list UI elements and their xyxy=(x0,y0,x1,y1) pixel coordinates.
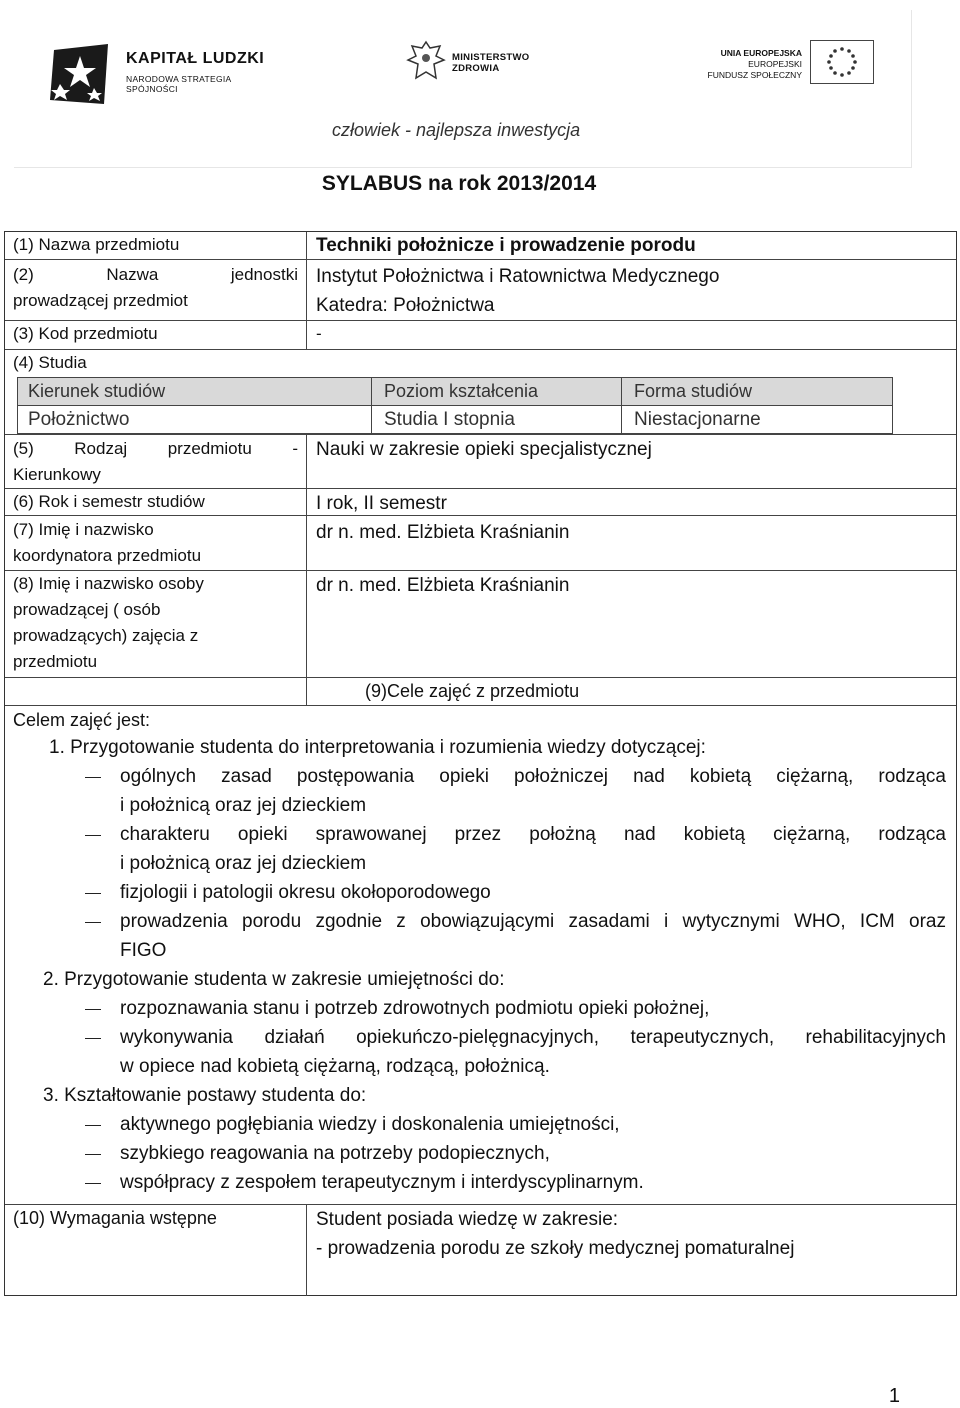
value-course-type: Nauki w zakresie opieki specjalistycznej xyxy=(316,439,652,460)
label-prerequisites: (10) Wymagania wstępne xyxy=(13,1208,217,1228)
syllabus-table xyxy=(4,231,957,1296)
goal-1-item-1-line-1: ogólnych zasad postępowania opieki położniczej nad kobietą ciężarną, rodząca xyxy=(120,766,946,787)
value-field-of-study: Położnictwo xyxy=(28,409,130,430)
dash-bullet xyxy=(85,1183,101,1184)
header-form: Forma studiów xyxy=(634,381,753,401)
value-level: Studia I stopnia xyxy=(384,409,515,430)
kapital-ludzki-logo xyxy=(46,40,276,110)
goal-3-item-2: szybkiego reagowania na potrzeby podopiecznych, xyxy=(120,1143,550,1164)
page-number: 1 xyxy=(888,1385,900,1407)
row-divider xyxy=(5,349,956,350)
value-form: Niestacjonarne xyxy=(634,409,761,430)
dash-bullet xyxy=(85,777,101,778)
row-divider xyxy=(5,515,956,516)
goals-intro: Celem zajęć jest: xyxy=(13,710,151,730)
eu-logo xyxy=(704,38,884,98)
dash-bullet xyxy=(85,1038,101,1039)
goal-3-item-3: współpracy z zespołem terapeutycznym i interdyscyplinarnym. xyxy=(120,1172,644,1193)
value-prerequisites: Student posiada wiedzę w zakresie: - prowadzenia porodu ze szkoły medycznej pomaturalnej xyxy=(316,1209,795,1259)
dash-bullet xyxy=(85,835,101,836)
goal-1: 1. Przygotowanie studenta do interpretowania i rozumienia wiedzy dotyczącej: xyxy=(49,737,706,758)
star-logo-icon xyxy=(46,40,116,110)
dash-bullet xyxy=(85,922,101,923)
label-course-name: (1) Nazwa przedmiotu xyxy=(13,235,180,254)
goal-2-item-2-line-1: wykonywania działań opiekuńczo-pielęgnacyjnych, terapeutycznych, rehabilitacyjnych xyxy=(120,1027,946,1048)
goal-1-item-3: fizjologii i patologii okresu okołoporodowego xyxy=(120,882,491,903)
ministry-logo xyxy=(406,38,566,98)
goal-1-item-4-line-1: prowadzenia porodu zgodnie z obowiązującymi zasadami i wytycznymi WHO, ICM oraz xyxy=(120,911,946,932)
column-divider xyxy=(306,1204,307,1296)
header-level: Poziom kształcenia xyxy=(384,381,539,401)
label-instructors: (8) Imię i nazwisko osoby prowadzącej ( osób prowadzących) zajęcia z przedmiotu xyxy=(13,574,204,671)
goal-3-item-1: aktywnego pogłębiania wiedzy i doskonalenia umiejętności, xyxy=(120,1114,620,1135)
value-coordinator: dr n. med. Elżbieta Kraśnianin xyxy=(316,522,570,543)
goal-1-item-1-line-2: i położnicą oraz jej dzieckiem xyxy=(120,795,367,816)
goal-1-item-2-line-1: charakteru opieki sprawowanej przez położną nad kobietą ciężarną, rodząca xyxy=(120,824,946,845)
label-course-code: (3) Kod przedmiotu xyxy=(13,324,158,343)
column-divider xyxy=(621,378,622,433)
dash-bullet xyxy=(85,1125,101,1126)
goal-1-item-2-line-2: i położnicą oraz jej dzieckiem xyxy=(120,853,367,874)
column-divider xyxy=(306,232,307,349)
row-divider xyxy=(5,259,956,260)
header-logos xyxy=(14,10,912,168)
kapital-title: KAPITAŁ LUDZKI xyxy=(126,50,265,67)
kapital-subtitle: NARODOWA STRATEGIA SPÓJNOŚCI xyxy=(126,74,232,94)
section-goals-title: (9)Cele zajęć z przedmiotu xyxy=(365,681,580,701)
goal-3: 3. Kształtowanie postawy studenta do: xyxy=(43,1085,367,1106)
goal-2-item-1: rozpoznawania stanu i potrzeb zdrowotnych podmiotu opieki położnej, xyxy=(120,998,710,1019)
eagle-emblem-icon xyxy=(406,38,446,88)
goal-1-item-4-line-2: FIGO xyxy=(120,940,167,961)
eu-name: UNIA EUROPEJSKA EUROPEJSKI FUNDUSZ SPOŁECZNY xyxy=(707,48,802,80)
eu-flag-icon xyxy=(810,40,874,84)
label-year-semester: (6) Rok i semestr studiów xyxy=(13,492,205,511)
value-unit: Instytut Położnictwa i Ratownictwa Medycznego Katedra: Położnictwa xyxy=(316,266,720,316)
dash-bullet xyxy=(85,1154,101,1155)
label-course-type: (5) Rodzaj przedmiotu - Kierunkowy xyxy=(13,439,298,484)
label-coordinator: (7) Imię i nazwisko koordynatora przedmiotu xyxy=(13,520,202,565)
column-divider xyxy=(306,434,307,705)
value-instructors: dr n. med. Elżbieta Kraśnianin xyxy=(316,575,570,596)
goal-2: 2. Przygotowanie studenta w zakresie umiejętności do: xyxy=(43,969,505,990)
value-year-semester: I rok, II semestr xyxy=(316,493,447,514)
label-unit: (2) Nazwa jednostki prowadzącej przedmiot xyxy=(13,265,298,310)
slogan: człowiek - najlepsza inwestycja xyxy=(332,120,581,140)
header-field-of-study: Kierunek studiów xyxy=(28,381,166,401)
column-divider xyxy=(371,378,372,433)
dash-bullet xyxy=(85,893,101,894)
goal-2-item-2-line-2: w opiece nad kobietą ciężarną, rodzącą, położnicą. xyxy=(120,1056,550,1077)
document-title: SYLABUS na rok 2013/2014 xyxy=(321,172,597,195)
value-course-code: - xyxy=(316,324,322,343)
ministry-name: MINISTERSTWO ZDROWIA xyxy=(452,52,530,74)
value-course-name: Techniki położnicze i prowadzenie porodu xyxy=(316,235,696,256)
label-studies: (4) Studia xyxy=(13,353,87,372)
studies-table xyxy=(17,377,893,434)
dash-bullet xyxy=(85,1009,101,1010)
